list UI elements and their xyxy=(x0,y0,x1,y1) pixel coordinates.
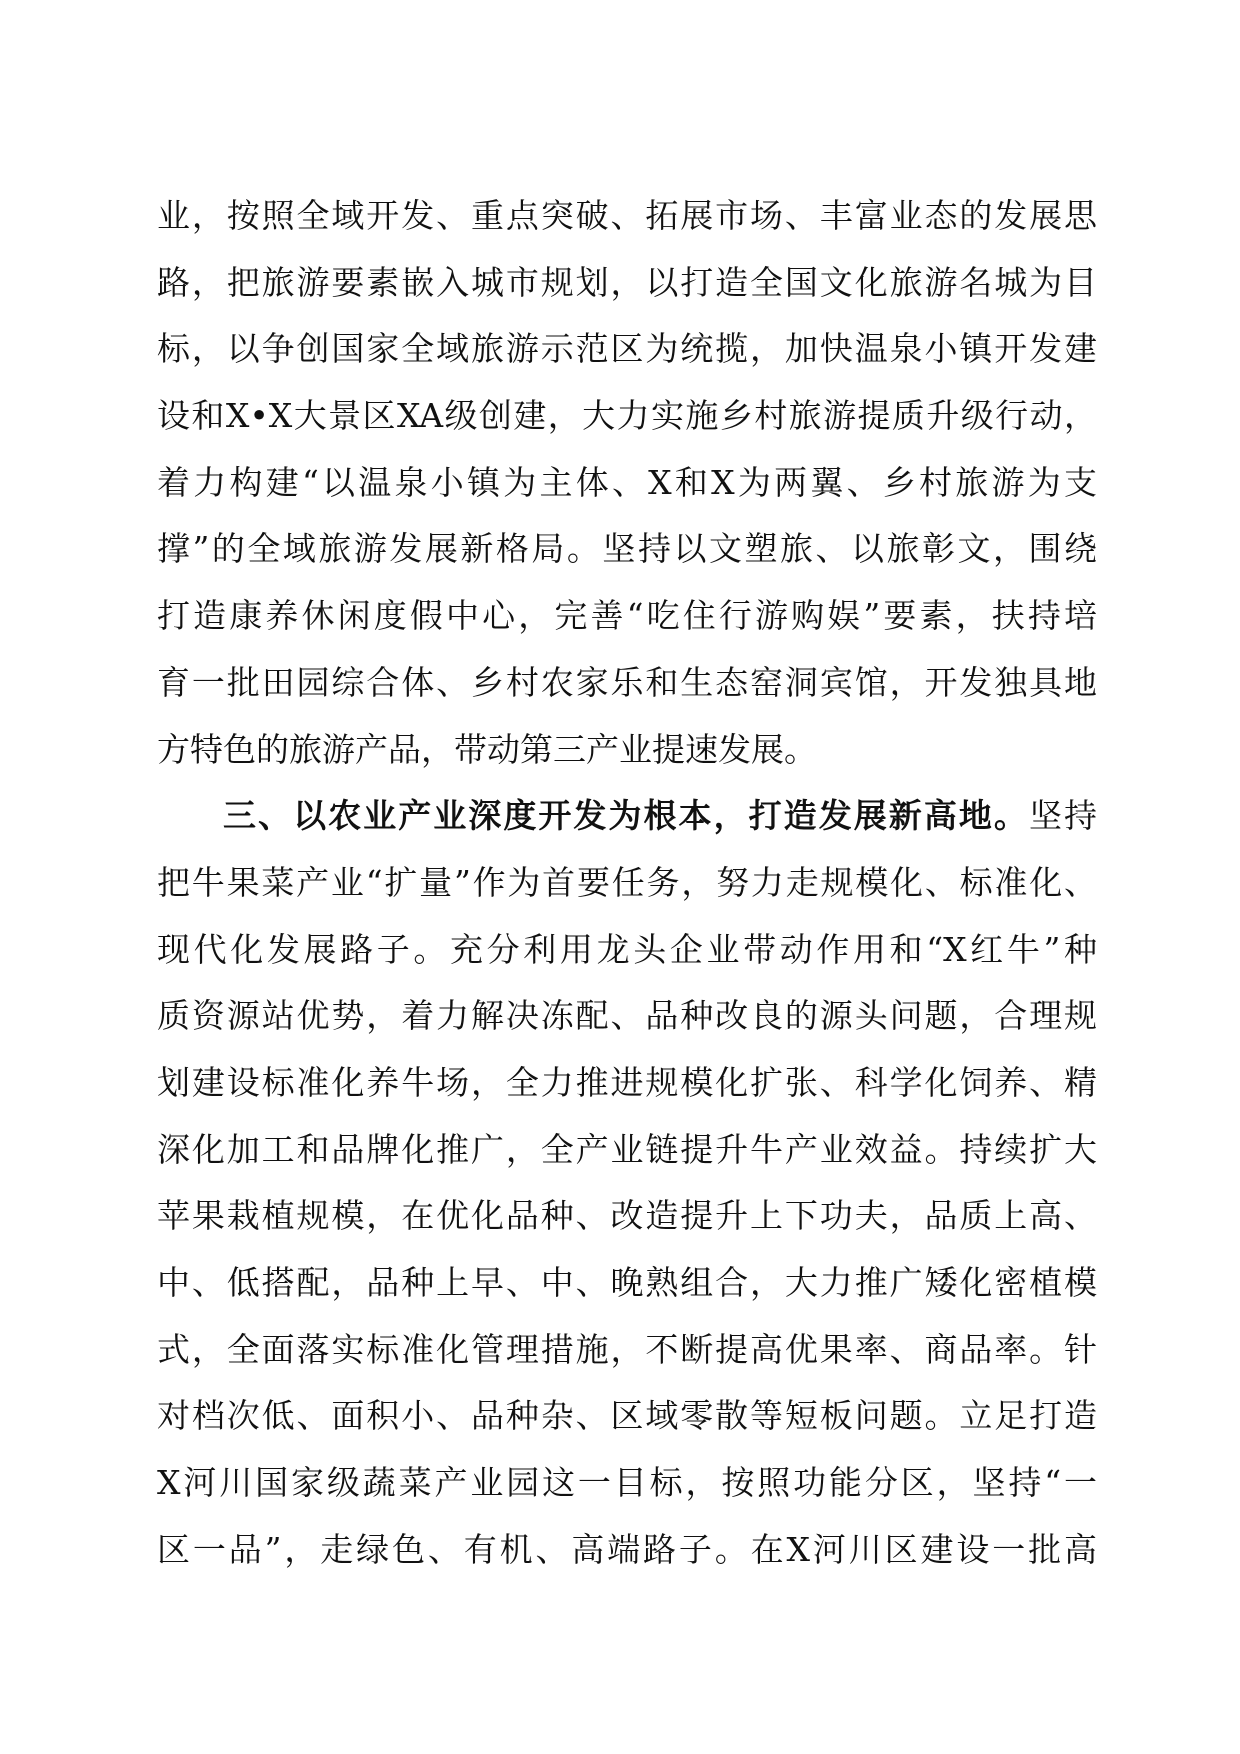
section-heading: 三、以农业产业深度开发为根本，打造发展新高地。 xyxy=(223,796,1029,836)
paragraph-1-line: 着力构建“以温泉小镇为主体、X和X为两翼、乡村旅游为支 xyxy=(157,462,1097,502)
paragraph-2-line: 中、低搭配，品种上早、中、晚熟组合，大力推广矮化密植模 xyxy=(157,1263,1097,1302)
paragraph-1-line: 撑”的全域旅游发展新格局。坚持以文塑旅、以旅彰文，围绕 xyxy=(157,529,1097,569)
paragraph-1-line: 方特色的旅游产品，带动第三产业提速发展。 xyxy=(157,729,817,769)
paragraph-2-line: 把牛果菜产业“扩量”作为首要任务，努力走规模化、标准化、 xyxy=(157,862,1097,902)
paragraph-1-line: 育一批田园综合体、乡村农家乐和生态窑洞宾馆，开发独具地 xyxy=(157,662,1097,702)
paragraph-2-line: 质资源站优势，着力解决冻配、品种改良的源头问题，合理规 xyxy=(157,996,1097,1036)
paragraph-2-line: 划建设标准化养牛场，全力推进规模化扩张、科学化饲养、精 xyxy=(157,1062,1097,1102)
paragraph-2-line: 深化加工和品牌化推广，全产业链提升牛产业效益。持续扩大 xyxy=(157,1129,1097,1169)
section-heading-line xyxy=(157,783,1097,850)
paragraph-2-line: 现代化发展路子。充分利用龙头企业带动作用和“X红牛”种 xyxy=(157,929,1097,969)
paragraph-1-line: 业，按照全域开发、重点突破、拓展市场、丰富业态的发展思 xyxy=(157,196,1097,235)
paragraph-2-line: 对档次低、面积小、品种杂、区域零散等短板问题。立足打造 xyxy=(157,1396,1097,1436)
paragraph-2-line: 式，全面落实标准化管理措施，不断提高优果率、商品率。针 xyxy=(157,1329,1097,1369)
paragraph-1-line: 打造康养休闲度假中心，完善“吃住行游购娱”要素，扶持培 xyxy=(157,596,1097,636)
heading-line-rest: 坚持 xyxy=(1028,796,1098,836)
paragraph-2-line: 苹果栽植规模，在优化品种、改造提升上下功夫，品质上高、 xyxy=(157,1196,1097,1236)
paragraph-1-line: 设和X•X大景区XA级创建，大力实施乡村旅游提质升级行动， xyxy=(157,396,1097,436)
paragraph-2-line: X河川国家级蔬菜产业园这一目标，按照功能分区，坚持“一 xyxy=(157,1463,1097,1503)
paragraph-1-line: 路，把旅游要素嵌入城市规划，以打造全国文化旅游名城为目 xyxy=(157,262,1097,302)
body-text xyxy=(157,183,1097,1583)
paragraph-1-line: 标，以争创国家全域旅游示范区为统揽，加快温泉小镇开发建 xyxy=(157,329,1097,369)
paragraph-2-line: 区一品”，走绿色、有机、高端路子。在X河川区建设一批高 xyxy=(157,1529,1097,1569)
